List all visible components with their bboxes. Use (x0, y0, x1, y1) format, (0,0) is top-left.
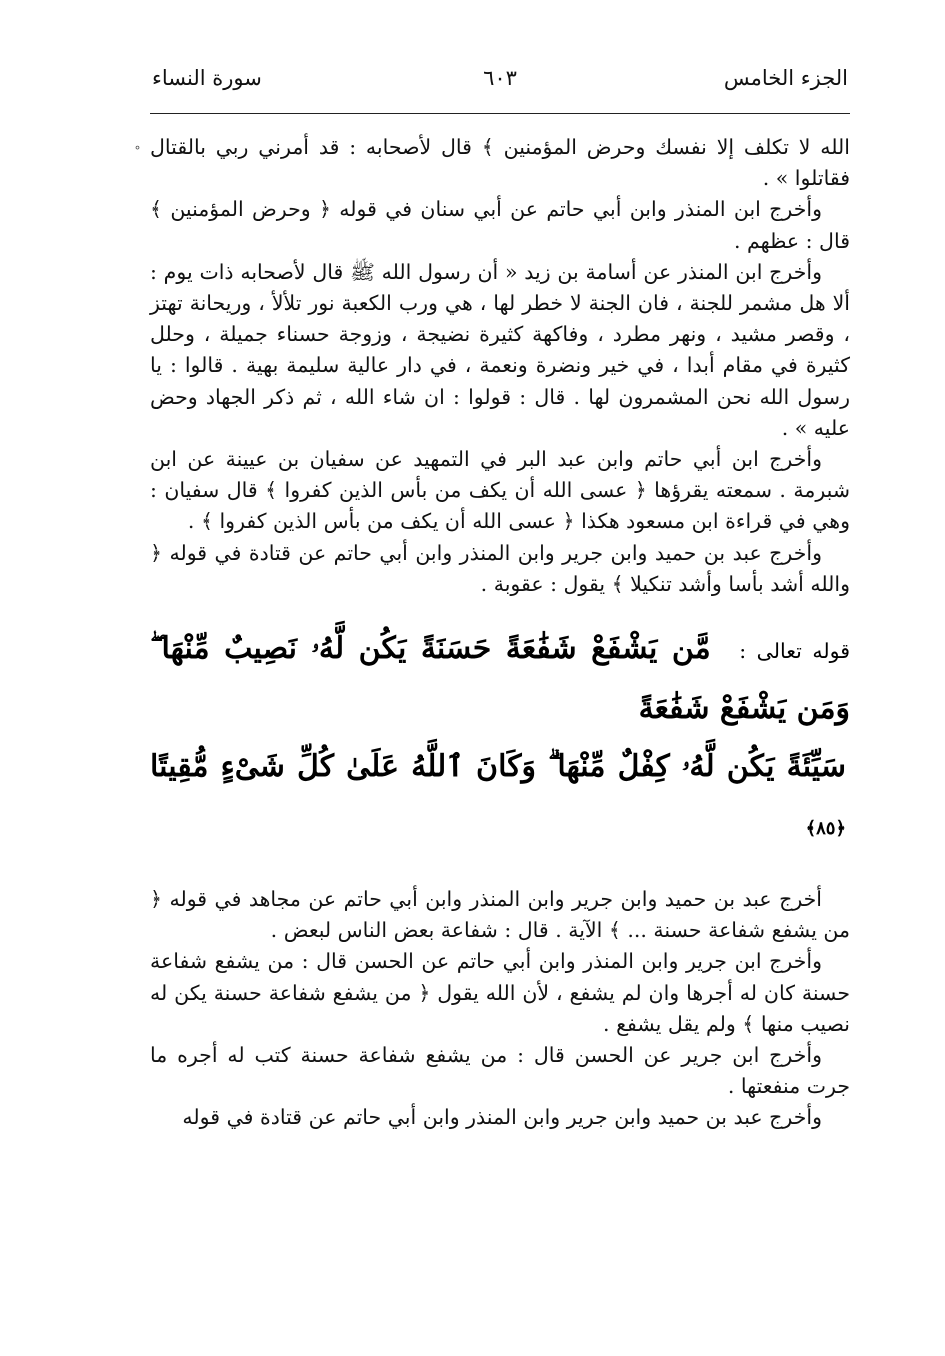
paragraph: وأخرج ابن المنذر وابن أبي حاتم عن أبي سنان في قوله ﴿ وحرض المؤمنين ﴾ قال : عظهم . (150, 197, 850, 253)
paragraph: وأخرج ابن المنذر عن أسامة بن زيد « أن رسول الله ﷺ قال لأصحابه ذات يوم : ألا هل مشمر للجنة ، فان الجنة لا خطر لها ، هي ورب الكعبة نور تلألأ ، وريحانة تهتز ، وقصر مشيد ، ونهر مطرد ، وفاكهة كثيرة نضيجة ، وزوجة حسناء جميلة ، وحلل كثيرة في مقام أبدا ، في خير ونضرة ونعمة ، في دار عالية سليمة بهية . قالوا : يا رسول الله نحن المشمرون لها . قال : قولوا : ان شاء الله ، ثم ذكر الجهاد وحض عليه » . (150, 259, 850, 440)
header-rule (150, 113, 850, 114)
running-header (150, 60, 850, 104)
paragraph: وأخرج عبد بن حميد وابن جرير وابن المنذر وابن أبي حاتم عن قتادة في قوله ﴿ والله أشد بأسا وأشد تنكيلا ﴾ يقول : عقوبة . (150, 540, 850, 596)
page-body (150, 132, 850, 1134)
verse-line-1: مَّن يَشْفَعْ شَفَٰعَةً حَسَنَةً يَكُن لَّهُۥ نَصِيبٌ مِّنْهَا ۖ وَمَن يَشْفَعْ شَفَٰعَةً (150, 631, 850, 727)
surah-title: سورة النساء (152, 66, 262, 90)
page-number: ٦٠٣ (483, 66, 517, 90)
quran-verse (150, 620, 850, 858)
paragraph: أخرج عبد بن حميد وابن جرير وابن المنذر وابن أبي حاتم عن مجاهد في قوله ﴿ من يشفع شفاعة حسنة ... ﴾ الآية . قال : شفاعة بعض الناس لبعض . (150, 887, 850, 943)
verse-line-2: سَيِّئَةً يَكُن لَّهُۥ كِفْلٌ مِّنْهَا ۗ وَكَانَ ٱللَّهُ عَلَىٰ كُلِّ شَىْءٍ مُّقِيتًا (150, 749, 846, 785)
paragraph: وأخرج ابن أبي حاتم وابن عبد البر في التمهيد عن سفيان بن عيينة عن ابن شبرمة . سمعته يقرؤها ﴿ عسى الله أن يكف من بأس الذين كفروا ﴾ قال سفيان : وهي في قراءة ابن مسعود هكذا ﴿ عسى الله أن يكف من بأس الذين كفروا ﴾ . (150, 447, 850, 534)
paragraph: الله لا تكلف إلا نفسك وحرض المؤمنين ﴾ قال لأصحابه : قد أمرني ربي بالقتال فقاتلوا » . (150, 135, 850, 191)
paragraph: وأخرج عبد بن حميد وابن جرير وابن المنذر وابن أبي حاتم عن قتادة في قوله (182, 1105, 822, 1130)
ayah-number-mark: ﴿٨٥﴾ (805, 818, 846, 840)
paragraph: وأخرج ابن جرير عن الحسن قال : من يشفع شفاعة حسنة كتب له أجره ما جرت منفعتها . (150, 1043, 850, 1099)
part-title: الجزء الخامس (723, 66, 848, 90)
verse-lead: قوله تعالى : (739, 639, 850, 664)
paragraph: وأخرج ابن جرير وابن المنذر وابن أبي حاتم عن الحسن قال : من يشفع شفاعة حسنة كان له أجرها وان لم يشفع ، لأن الله يقول ﴿ من يشفع شفاعة حسنة يكن له نصيب منها ﴾ ولم يقل يشفع . (150, 949, 850, 1036)
